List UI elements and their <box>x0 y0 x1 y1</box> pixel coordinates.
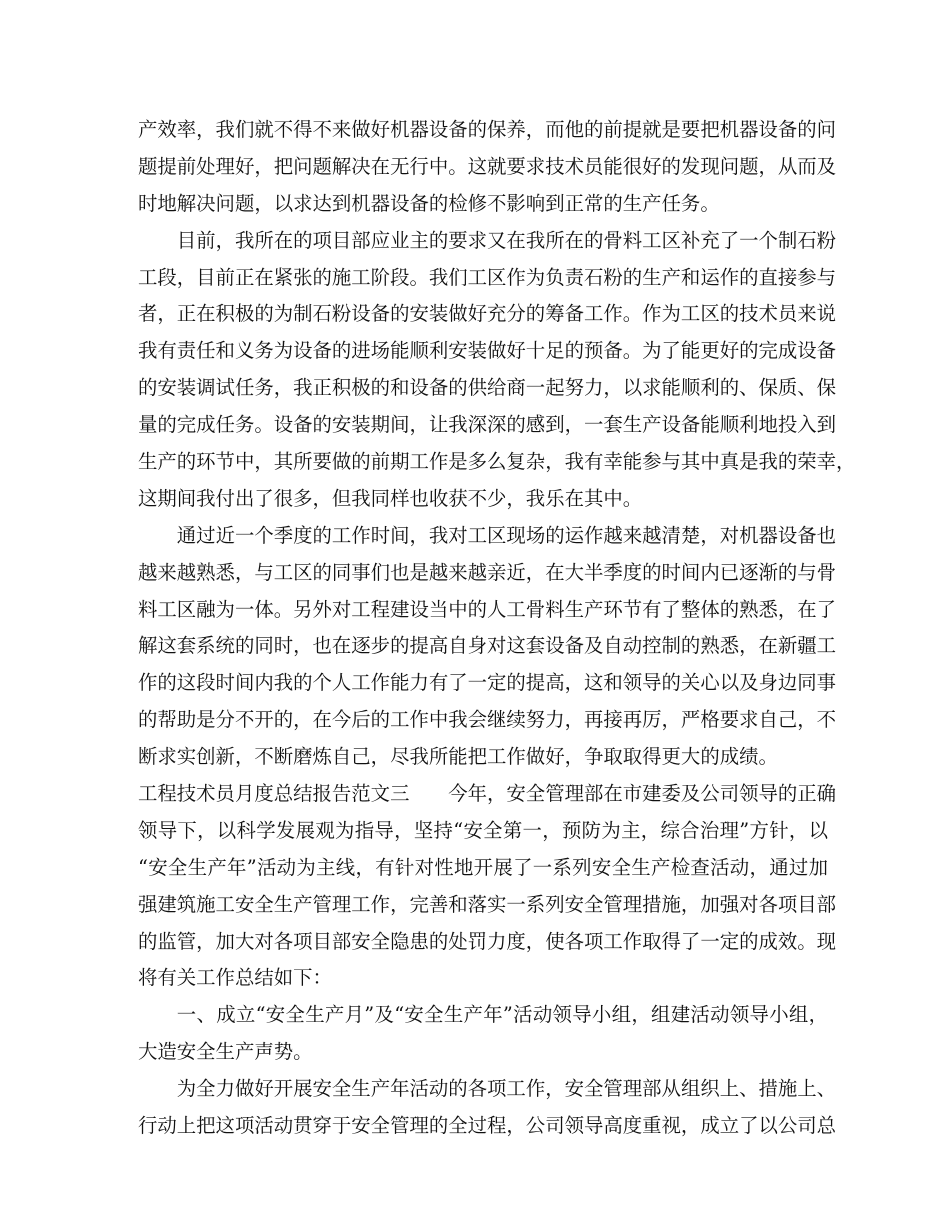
paragraph-5 <box>138 997 828 1071</box>
text-line: 越来越熟悉，与工区的同事们也是越来越亲近，在大半季度的时间内已逐渐的与骨 <box>138 560 837 584</box>
text-line: 将有关工作总结如下： <box>138 966 332 990</box>
text-line: 我有责任和义务为设备的进场能顺利安装做好十足的预备。为了能更好的完成设备 <box>138 339 837 363</box>
text-line: 工程技术员月度总结报告范文三 今年，安全管理部在市建委及公司领导的正确 <box>138 782 837 806</box>
text-line: 时地解决问题，以求达到机器设备的检修不影响到正常的生产任务。 <box>138 191 720 215</box>
text-line: 生产的环节中，其所要做的前期工作是多么复杂，我有幸能参与其中真是我的荣幸， <box>138 450 856 474</box>
text-line: 大造安全生产声势。 <box>138 1040 313 1064</box>
text-line: 这期间我付出了很多，但我同样也收获不少，我乐在其中。 <box>138 486 643 510</box>
text-line: 的帮助是分不开的，在今后的工作中我会继续努力，再接再厉，严格要求自己，不 <box>138 708 837 732</box>
text-line: 者，正在积极的为制石粉设备的安装做好充分的筹备工作。作为工区的技术员来说 <box>138 302 837 326</box>
paragraph-4 <box>138 776 837 997</box>
text-line: 的监管，加大对各项目部安全隐患的处罚力度，使各项工作取得了一定的成效。现 <box>138 929 837 953</box>
text-line: 强建筑施工安全生产管理工作，完善和落实一系列安全管理措施，加强对各项目部 <box>138 892 837 916</box>
text-line: 通过近一个季度的工作时间，我对工区现场的运作越来越清楚，对机器设备也 <box>176 523 837 547</box>
body-text <box>138 112 856 1145</box>
text-line: 解这套系统的同时，也在逐步的提高自身对这套设备及自动控制的熟悉，在新疆工 <box>138 634 837 658</box>
text-line: 行动上把这项活动贯穿于安全管理的全过程，公司领导高度重视，成立了以公司总 <box>138 1114 837 1138</box>
text-line: 目前，我所在的项目部应业主的要求又在我所在的骨料工区补充了一个制石粉 <box>176 228 837 252</box>
text-line: 料工区融为一体。另外对工程建设当中的人工骨料生产环节有了整体的熟悉，在了 <box>138 597 837 621</box>
paragraph-3 <box>138 518 837 776</box>
text-line: 产效率，我们就不得不来做好机器设备的保养，而他的前提就是要把机器设备的问 <box>138 118 837 141</box>
text-line: “安全生产年”活动为主线，有针对性地开展了一系列安全生产检查活动，通过加 <box>138 855 828 879</box>
text-line: 工段，目前正在紧张的施工阶段。我们工区作为负责石粉的生产和运作的直接参与 <box>138 265 837 289</box>
paragraph-1 <box>138 112 837 223</box>
paragraph-2 <box>138 223 856 518</box>
text-line: 题提前处理好，把问题解决在无行中。这就要求技术员能很好的发现问题，从而及 <box>138 154 837 178</box>
text-line: 量的完成任务。设备的安装期间，让我深深的感到，一套生产设备能顺利地投入到 <box>138 413 837 437</box>
text-line: 为全力做好开展安全生产年活动的各项工作，安全管理部从组织上、措施上、 <box>176 1077 837 1101</box>
text-line: 一、成立“安全生产月”及“安全生产年”活动领导小组，组建活动领导小组， <box>176 1003 828 1027</box>
text-line: 领导下，以科学发展观为指导，坚持“安全第一，预防为主，综合治理”方针，以 <box>138 818 828 842</box>
paragraph-6 <box>138 1071 837 1145</box>
text-line: 的安装调试任务，我正积极的和设备的供给商一起努力，以求能顺利的、保质、保 <box>138 376 837 400</box>
text-line: 作的这段时间内我的个人工作能力有了一定的提高，这和领导的关心以及身边同事 <box>138 671 837 695</box>
text-line: 断求实创新，不断磨炼自己，尽我所能把工作做好，争取取得更大的成绩。 <box>138 745 778 769</box>
